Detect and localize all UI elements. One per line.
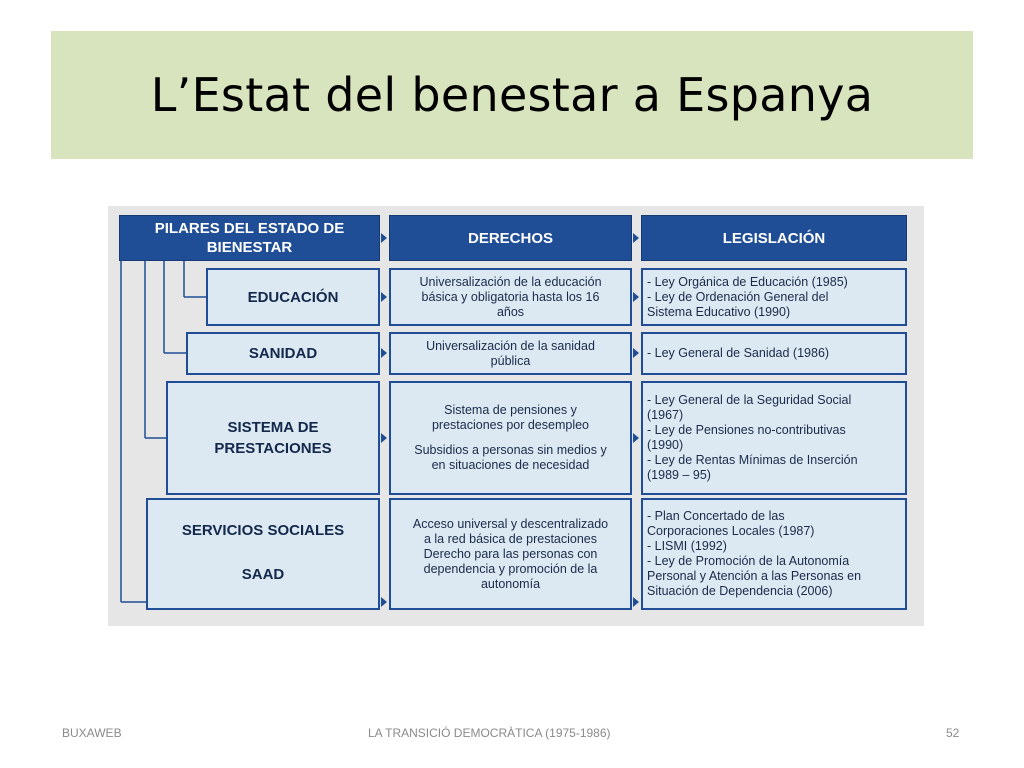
derecho-sanidad: Universalización de la sanidad pública (389, 332, 632, 375)
derecho-sistema-prestaciones (389, 381, 632, 495)
page-number: 52 (946, 726, 960, 740)
slide-title: L’Estat del benestar a Espanya (150, 68, 874, 122)
arrowhead (633, 433, 639, 443)
pillar-educacion: EDUCACIÓN (206, 268, 380, 326)
arrowhead (381, 348, 387, 358)
pillar-servicios-sociales (146, 498, 380, 610)
arrowhead (381, 433, 387, 443)
pillar-servicios-sociales-label: SERVICIOS SOCIALES (181, 522, 345, 539)
derecho-pensiones-text: Sistema de pensiones y prestaciones por desempleo (431, 403, 590, 432)
welfare-state-diagram (108, 206, 924, 626)
arrowhead (381, 292, 387, 302)
pillar-sistema-prestaciones: SISTEMA DE PRESTACIONES (166, 381, 380, 495)
pillar-saad-label: SAAD (241, 566, 285, 583)
arrowhead (633, 597, 639, 607)
legislacion-servicios-sociales: - Plan Concertado de las Corporaciones Locales (1987) - LISMI (1992) - Ley de Promoción de la Autonomía Personal y Atención a las Personas en Situación de Dependencia (2006) (641, 498, 907, 610)
footer-center: LA TRANSICIÓ DEMOCRÀTICA (1975-1986) (368, 726, 611, 740)
pillar-sanidad: SANIDAD (186, 332, 380, 375)
arrowhead (633, 348, 639, 358)
legislacion-sistema-prestaciones: - Ley General de la Seguridad Social (1967) - Ley de Pensiones no-contributivas (1990) - Ley de Rentas Mínimas de Inserción (1989 – 95) (641, 381, 907, 495)
derecho-servicios-sociales: Acceso universal y descentralizado a la red básica de prestaciones Derecho para las personas con dependencia y promoción de la autonomía (389, 498, 632, 610)
header-pilares: PILARES DEL ESTADO DE BIENESTAR (119, 215, 380, 261)
arrowhead (381, 597, 387, 607)
legislacion-educacion: - Ley Orgánica de Educación (1985) - Ley de Ordenación General del Sistema Educativo (1990) (641, 268, 907, 326)
derecho-educacion: Universalización de la educación básica y obligatoria hasta los 16 años (389, 268, 632, 326)
header-legislacion: LEGISLACIÓN (641, 215, 907, 261)
footer-left: BUXAWEB (62, 726, 122, 740)
title-band (51, 31, 973, 159)
arrowhead (633, 292, 639, 302)
legislacion-sanidad: - Ley General de Sanidad (1986) (641, 332, 907, 375)
arrowhead (633, 233, 639, 243)
header-derechos: DERECHOS (389, 215, 632, 261)
arrowhead (381, 233, 387, 243)
derecho-subsidios-text: Subsidios a personas sin medios y en situaciones de necesidad (414, 443, 607, 472)
